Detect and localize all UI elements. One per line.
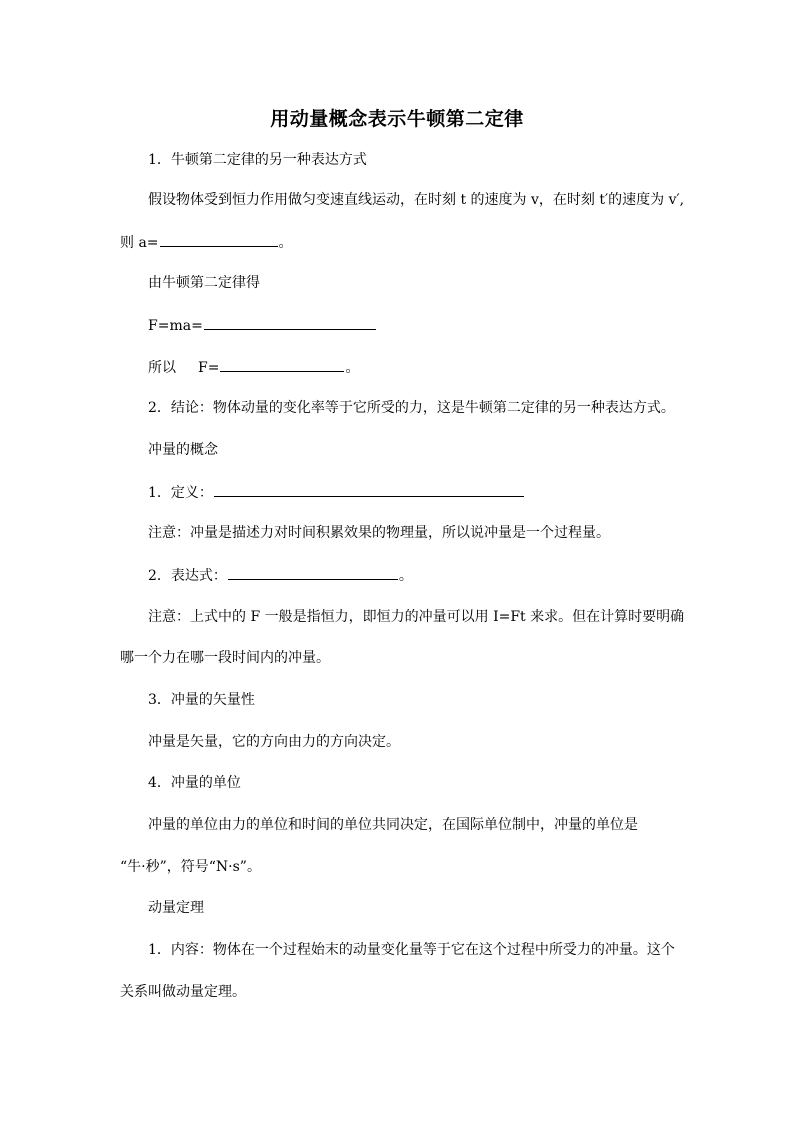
- period: 。: [345, 360, 360, 376]
- theorem-content-continued: 关系叫做动量定理。: [120, 984, 246, 1000]
- section-heading-1: 1．牛顿第二定律的另一种表达方式: [148, 152, 367, 168]
- vector-heading: 3．冲量的矢量性: [148, 692, 255, 708]
- expression-blank: [228, 565, 398, 580]
- acceleration-blank: [160, 232, 278, 247]
- paragraph-assumption: 假设物体受到恒力作用做匀变速直线运动，在时刻 t 的速度为 v，在时刻 t′的速度为 v′,: [148, 192, 685, 208]
- acceleration-line: [120, 232, 293, 253]
- period: 。: [278, 235, 293, 251]
- theorem-content: 1．内容：物体在一个过程始末的动量变化量等于它在这个过程中所受力的冲量。这个: [148, 942, 675, 958]
- therefore-line: [148, 357, 359, 378]
- period: 。: [398, 568, 413, 584]
- note-process-line: 注意：冲量是描述力对时间积累效果的物理量，所以说冲量是一个过程量。: [148, 525, 610, 541]
- newton-law-line: 由牛顿第二定律得: [148, 275, 260, 291]
- vector-description: 冲量是矢量，它的方向由力的方向决定。: [148, 734, 400, 750]
- unit-heading: 4．冲量的单位: [148, 775, 241, 791]
- therefore-label: 所以: [148, 360, 176, 376]
- note-constant-force-continued: 哪一个力在哪一段时间内的冲量。: [120, 650, 330, 666]
- force-label: F=: [198, 360, 220, 376]
- impulse-heading: 冲量的概念: [148, 442, 218, 458]
- theorem-heading: 动量定理: [148, 900, 204, 916]
- conclusion-line: 2．结论：物体动量的变化率等于它所受的力，这是牛顿第二定律的另一种表达方式。: [148, 400, 675, 416]
- definition-line: [148, 482, 525, 503]
- force-equation-label: F=ma=: [148, 318, 203, 334]
- note-constant-force-line: 注意：上式中的 F 一般是指恒力，即恒力的冲量可以用 I=Ft 来求。但在计算时要明确: [148, 609, 685, 625]
- force-equation-blank: [204, 315, 376, 330]
- definition-blank: [214, 482, 524, 497]
- unit-description: 冲量的单位由力的单位和时间的单位共同决定，在国际单位制中，冲量的单位是: [148, 817, 638, 833]
- expression-label: 2．表达式：: [148, 568, 227, 584]
- unit-symbol-line: “牛·秒”，符号“N·s”。: [120, 859, 261, 875]
- page-title: 用动量概念表示牛顿第二定律: [270, 108, 524, 130]
- force-equation-line: [148, 315, 377, 336]
- expression-line: [148, 565, 413, 586]
- acceleration-label: 则 a=: [120, 235, 159, 251]
- definition-label: 1．定义：: [148, 485, 213, 501]
- force-blank: [220, 357, 344, 372]
